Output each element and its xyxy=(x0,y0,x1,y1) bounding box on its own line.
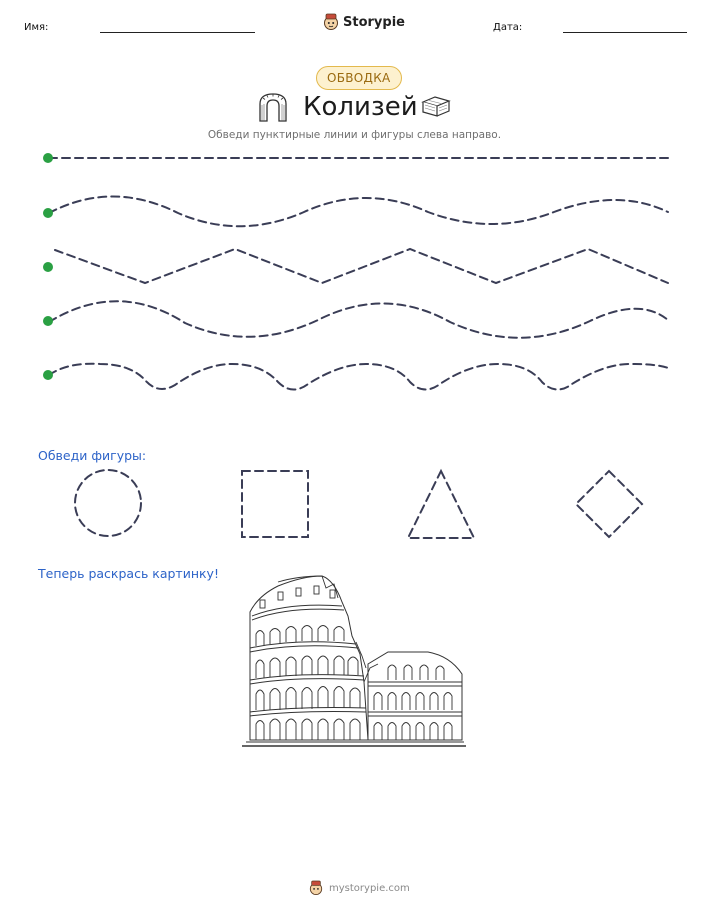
instructions-text: Обведи пунктирные линии и фигуры слева направо. xyxy=(207,129,502,141)
tracing-line-wave xyxy=(49,197,668,227)
storypie-mascot-icon xyxy=(309,880,323,896)
trace-square-shape xyxy=(242,471,308,537)
storypie-logo xyxy=(323,13,405,31)
page-title: Колизей xyxy=(303,92,418,122)
arch-icon xyxy=(257,92,289,122)
trace-diamond-shape xyxy=(576,471,642,537)
start-dot-5 xyxy=(43,370,53,380)
tracing-line-wave-tall xyxy=(49,364,668,390)
date-line[interactable] xyxy=(563,32,687,33)
start-dot-2 xyxy=(43,208,53,218)
start-dot-1 xyxy=(43,153,53,163)
tracing-shapes-area[interactable] xyxy=(0,462,709,552)
date-label: Дата: xyxy=(493,22,523,33)
storypie-mascot-icon xyxy=(323,13,339,31)
tracing-badge: ОБВОДКА xyxy=(316,66,402,90)
start-dot-4 xyxy=(43,316,53,326)
coloring-section-label: Теперь раскрась картинку! xyxy=(38,566,219,581)
name-label: Имя: xyxy=(24,22,49,33)
colosseum-coloring-picture[interactable] xyxy=(238,572,470,752)
logo-text: Storypie xyxy=(343,14,405,30)
tracing-line-zigzag xyxy=(55,249,668,283)
name-line[interactable] xyxy=(100,32,255,33)
start-dot-3 xyxy=(43,262,53,272)
stone-block-icon xyxy=(421,95,451,117)
shapes-section-label: Обведи фигуры: xyxy=(38,448,147,463)
trace-triangle-shape xyxy=(408,471,474,538)
tracing-lines-area[interactable] xyxy=(0,140,709,400)
footer xyxy=(309,880,410,896)
footer-url[interactable]: mystorypie.com xyxy=(329,882,410,894)
trace-circle-shape xyxy=(75,470,141,536)
tracing-line-wave-large xyxy=(49,301,668,338)
